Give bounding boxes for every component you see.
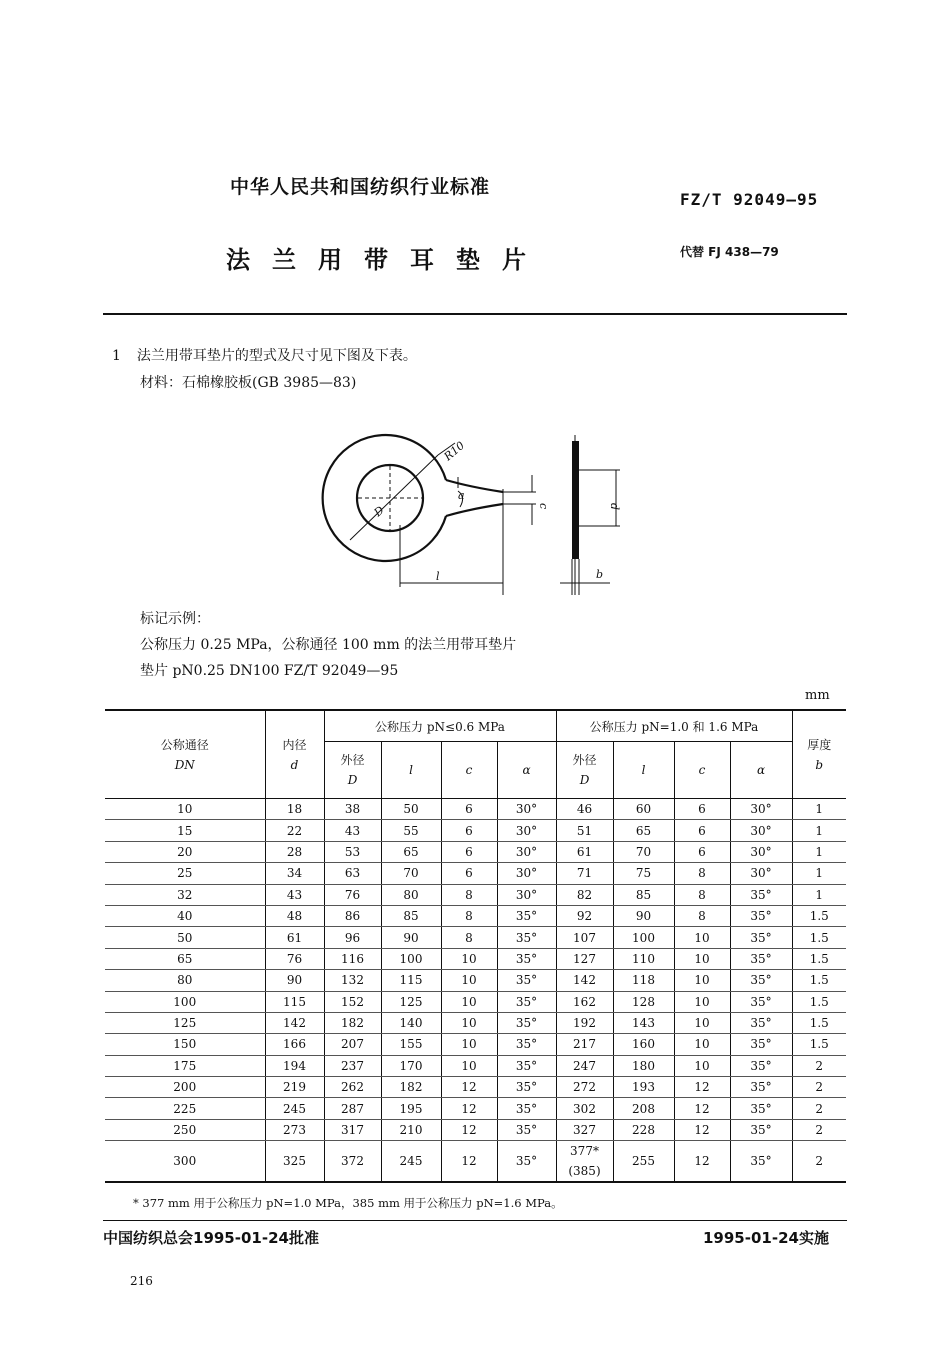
table-cell: 48: [265, 905, 324, 926]
header-c-symbol: c: [465, 763, 473, 777]
dimension-table: [105, 709, 846, 1183]
section-number: 1: [112, 348, 121, 364]
table-cell: 1: [792, 820, 846, 841]
table-row: [105, 1119, 846, 1140]
table-cell: 1.5: [792, 948, 846, 969]
table-cell: 61: [265, 927, 324, 948]
table-cell: 1: [792, 799, 846, 820]
table-cell: 300: [105, 1141, 265, 1183]
table-cell: 75: [613, 863, 674, 884]
table-cell: 65: [613, 820, 674, 841]
header-c-1: [441, 742, 497, 799]
table-cell: 208: [613, 1098, 674, 1119]
table-cell: 193: [613, 1077, 674, 1098]
table-cell: 35°: [730, 1077, 792, 1098]
table-cell: 10: [674, 1012, 730, 1033]
table-cell: 70: [613, 841, 674, 862]
table-cell: 51: [556, 820, 613, 841]
table-cell: 10: [674, 970, 730, 991]
implementation-line: 1995-01-24实施: [703, 1229, 829, 1247]
table-cell: 92: [556, 905, 613, 926]
marking-line-1: 公称压力 0.25 MPa，公称通径 100 mm 的法兰用带耳垫片: [140, 637, 517, 653]
header-dn-symbol: DN: [174, 757, 195, 772]
table-cell: 118: [613, 970, 674, 991]
header-l-symbol: l: [409, 763, 413, 777]
table-cell: 143: [613, 1012, 674, 1033]
page-number: 216: [130, 1274, 153, 1288]
table-cell: 194: [265, 1055, 324, 1076]
table-cell: 12: [674, 1077, 730, 1098]
table-cell: 20: [105, 841, 265, 862]
table-row: [105, 1098, 846, 1119]
table-cell: 55: [381, 820, 441, 841]
table-cell: 170: [381, 1055, 441, 1076]
table-cell: 2: [792, 1098, 846, 1119]
table-cell: 35°: [730, 905, 792, 926]
table-cell: 10: [441, 1034, 497, 1055]
label-c: c: [537, 503, 550, 510]
table-cell: 110: [613, 948, 674, 969]
table-cell: 65: [381, 841, 441, 862]
table-cell: 217: [556, 1034, 613, 1055]
table-cell: 35°: [497, 1055, 556, 1076]
table-cell: 237: [324, 1055, 381, 1076]
table-cell: 53: [324, 841, 381, 862]
header-outer-symbol: D: [579, 773, 590, 787]
table-cell: 12: [674, 1141, 730, 1183]
alternate-value: (385): [568, 1164, 601, 1179]
table-cell: 35°: [730, 1012, 792, 1033]
table-cell: 30°: [497, 841, 556, 862]
header-a-symbol: α: [522, 763, 531, 777]
header-group-low-pressure: 公称压力 pN≤0.6 MPa: [324, 710, 556, 742]
table-cell: 30°: [497, 799, 556, 820]
table-row: [105, 927, 846, 948]
header-l-1: [381, 742, 441, 799]
table-row: [105, 1012, 846, 1033]
table-cell: 30°: [497, 863, 556, 884]
table-cell: 35°: [730, 991, 792, 1012]
table-footnote: * 377 mm 用于公称压力 pN=1.0 MPa，385 mm 用于公称压力 pN=1.6 MPa。: [133, 1196, 563, 1210]
table-cell: 90: [381, 927, 441, 948]
table-cell: 35°: [497, 905, 556, 926]
header-thickness: [792, 710, 846, 799]
header-a-symbol: α: [756, 763, 766, 777]
table-cell: 61: [556, 841, 613, 862]
table-row: [105, 1055, 846, 1076]
table-cell: 1.5: [792, 1012, 846, 1033]
table-cell: 76: [265, 948, 324, 969]
table-cell: 2: [792, 1077, 846, 1098]
table-cell: 155: [381, 1034, 441, 1055]
table-cell: 12: [441, 1077, 497, 1098]
table-cell: 245: [265, 1098, 324, 1119]
table-cell: 2: [792, 1141, 846, 1183]
table-row: [105, 970, 846, 991]
table-cell: 225: [105, 1098, 265, 1119]
table-cell: 43: [265, 884, 324, 905]
table-cell: 30°: [497, 820, 556, 841]
header-dn-label: 公称通径: [160, 737, 209, 752]
table-cell: 8: [441, 884, 497, 905]
header-inner-d-label: 内径: [282, 737, 307, 752]
table-row: [105, 991, 846, 1012]
table-cell: 317: [324, 1119, 381, 1140]
table-cell: 65: [105, 948, 265, 969]
document-title: 法兰用带耳垫片: [226, 246, 548, 274]
replaces-note: 代替 FJ 438—79: [680, 245, 779, 259]
table-cell: 327: [556, 1119, 613, 1140]
table-cell: 90: [613, 905, 674, 926]
table-cell: 1.5: [792, 905, 846, 926]
table-cell: 8: [674, 863, 730, 884]
table-cell: 10: [441, 1055, 497, 1076]
table-cell: 15: [105, 820, 265, 841]
header-group-high-pressure: 公称压力 pN=1.0 和 1.6 MPa: [556, 710, 792, 742]
table-cell: 142: [265, 1012, 324, 1033]
section-text: 法兰用带耳垫片的型式及尺寸见下图及下表。: [136, 348, 417, 364]
table-cell: 2: [792, 1055, 846, 1076]
table-cell: 12: [674, 1119, 730, 1140]
table-cell: 262: [324, 1077, 381, 1098]
table-cell: 6: [441, 841, 497, 862]
table-cell: 128: [613, 991, 674, 1012]
footer-divider: [103, 1220, 847, 1221]
table-cell: 115: [381, 970, 441, 991]
header-outer-d-1: [324, 742, 381, 799]
table-cell: 35°: [497, 1098, 556, 1119]
header-inner-d-symbol: d: [290, 757, 299, 772]
table-cell: 6: [441, 799, 497, 820]
table-cell: 140: [381, 1012, 441, 1033]
table-cell: 372: [324, 1141, 381, 1183]
table-cell: 195: [381, 1098, 441, 1119]
table-cell: 1: [792, 863, 846, 884]
table-cell: 96: [324, 927, 381, 948]
table-row: [105, 884, 846, 905]
table-cell: 8: [441, 927, 497, 948]
table-cell: 22: [265, 820, 324, 841]
table-cell: 38: [324, 799, 381, 820]
table-cell: 63: [324, 863, 381, 884]
table-cell: 250: [105, 1119, 265, 1140]
gasket-drawing: [320, 425, 640, 600]
table-cell: 175: [105, 1055, 265, 1076]
table-cell: 10: [674, 991, 730, 1012]
header-dn: [105, 710, 265, 799]
table-cell: 35°: [497, 1141, 556, 1183]
table-cell: 160: [613, 1034, 674, 1055]
table-row: [105, 799, 846, 820]
table-row: [105, 841, 846, 862]
org-title: 中华人民共和国纺织行业标准: [230, 176, 491, 198]
table-cell: 10: [674, 927, 730, 948]
header-outer-label: 外径: [572, 753, 597, 767]
header-l-2: [613, 742, 674, 799]
table-cell: 107: [556, 927, 613, 948]
table-cell: 10: [441, 948, 497, 969]
table-cell: 35°: [497, 1077, 556, 1098]
table-cell: 10: [674, 1055, 730, 1076]
table-cell: 1.5: [792, 991, 846, 1012]
table-cell: 255: [613, 1141, 674, 1183]
table-cell: 30°: [730, 820, 792, 841]
table-cell: 40: [105, 905, 265, 926]
table-cell: 247: [556, 1055, 613, 1076]
table-cell: 6: [441, 820, 497, 841]
table-cell: 43: [324, 820, 381, 841]
header-thickness-label: 厚度: [807, 737, 832, 752]
table-cell: 192: [556, 1012, 613, 1033]
table-cell: 86: [324, 905, 381, 926]
table-cell: 35°: [497, 970, 556, 991]
table-cell: 60: [613, 799, 674, 820]
table-cell: 35°: [730, 1055, 792, 1076]
table-cell: 1: [792, 884, 846, 905]
table-cell: 90: [265, 970, 324, 991]
table-cell: 34: [265, 863, 324, 884]
table-cell: 28: [265, 841, 324, 862]
table-cell: 18: [265, 799, 324, 820]
header-a-2: [730, 742, 792, 799]
marking-line-2: 垫片 pN0.25 DN100 FZ/T 92049—95: [140, 663, 399, 679]
table-cell: 35°: [497, 1119, 556, 1140]
table-cell: 6: [674, 820, 730, 841]
label-b: b: [596, 568, 604, 581]
label-r10: R10: [441, 439, 467, 464]
section-1: [112, 345, 417, 365]
table-cell: 150: [105, 1034, 265, 1055]
table-cell: 32: [105, 884, 265, 905]
table-cell: 219: [265, 1077, 324, 1098]
table-cell: 80: [381, 884, 441, 905]
table-cell: 10: [441, 991, 497, 1012]
table-cell: 12: [441, 1119, 497, 1140]
table-cell: 35°: [730, 1141, 792, 1183]
material-line: 材料：石棉橡胶板(GB 3985—83): [140, 375, 357, 391]
table-cell: 35°: [497, 948, 556, 969]
table-row: [105, 905, 846, 926]
table-cell: 25: [105, 863, 265, 884]
footnoted-value: 377*: [570, 1144, 599, 1159]
table-cell: 8: [674, 884, 730, 905]
approval-line: 中国纺织总会1995-01-24批准: [103, 1229, 319, 1247]
table-cell: 1.5: [792, 927, 846, 948]
table-cell: 287: [324, 1098, 381, 1119]
table-cell: 35°: [730, 1034, 792, 1055]
table-cell: 10: [441, 1012, 497, 1033]
label-outer-d: D: [371, 503, 387, 520]
table-cell: 2: [792, 1119, 846, 1140]
table-cell: 1.5: [792, 1034, 846, 1055]
table-cell: 46: [556, 799, 613, 820]
table-cell: 35°: [730, 927, 792, 948]
header-l-symbol: l: [641, 763, 646, 777]
table-cell: 180: [613, 1055, 674, 1076]
table-cell: 142: [556, 970, 613, 991]
table-cell: 8: [674, 905, 730, 926]
table-cell: 207: [324, 1034, 381, 1055]
table-cell: 35°: [730, 970, 792, 991]
table-cell: 245: [381, 1141, 441, 1183]
table-cell: 85: [613, 884, 674, 905]
table-cell: 116: [324, 948, 381, 969]
table-cell: 1: [792, 841, 846, 862]
table-cell: 80: [105, 970, 265, 991]
header-c-symbol: c: [698, 763, 706, 777]
header-outer-label: 外径: [340, 753, 365, 767]
header-thickness-symbol: b: [815, 757, 824, 772]
table-cell: [556, 1141, 613, 1183]
table-cell: 272: [556, 1077, 613, 1098]
table-cell: 10: [441, 970, 497, 991]
table-row: [105, 1141, 846, 1183]
label-angle: a: [458, 489, 465, 502]
marking-heading: 标记示例：: [140, 611, 210, 627]
unit-label: mm: [805, 688, 830, 703]
table-cell: 115: [265, 991, 324, 1012]
table-row: [105, 863, 846, 884]
table-cell: 182: [381, 1077, 441, 1098]
table-cell: 6: [441, 863, 497, 884]
header-outer-symbol: D: [347, 773, 358, 787]
table-body: [105, 799, 846, 1183]
header-a-1: [497, 742, 556, 799]
table-row: [105, 948, 846, 969]
table-cell: 12: [441, 1098, 497, 1119]
table-cell: 12: [674, 1098, 730, 1119]
label-inner-d: d: [608, 503, 621, 511]
header-inner-d: [265, 710, 324, 799]
table-cell: 200: [105, 1077, 265, 1098]
table-cell: 125: [381, 991, 441, 1012]
header-c-2: [674, 742, 730, 799]
table-cell: 35°: [497, 991, 556, 1012]
header-outer-d-2: [556, 742, 613, 799]
table-cell: 273: [265, 1119, 324, 1140]
table-cell: 35°: [497, 927, 556, 948]
table-cell: 30°: [730, 799, 792, 820]
table-cell: 10: [674, 1034, 730, 1055]
table-cell: 35°: [497, 1012, 556, 1033]
table-cell: 210: [381, 1119, 441, 1140]
table-cell: 6: [674, 799, 730, 820]
table-cell: 50: [105, 927, 265, 948]
table-cell: 152: [324, 991, 381, 1012]
table-cell: 302: [556, 1098, 613, 1119]
table-cell: 35°: [730, 948, 792, 969]
table-cell: 127: [556, 948, 613, 969]
table-cell: 325: [265, 1141, 324, 1183]
table-cell: 100: [381, 948, 441, 969]
table-cell: 166: [265, 1034, 324, 1055]
table-cell: 71: [556, 863, 613, 884]
table-cell: 10: [105, 799, 265, 820]
table-cell: 228: [613, 1119, 674, 1140]
table-cell: 35°: [497, 1034, 556, 1055]
table-cell: 125: [105, 1012, 265, 1033]
table-cell: 35°: [730, 1098, 792, 1119]
table-cell: 6: [674, 841, 730, 862]
table-cell: 76: [324, 884, 381, 905]
table-cell: 10: [674, 948, 730, 969]
table-cell: 100: [105, 991, 265, 1012]
label-l: l: [436, 570, 440, 583]
table-cell: 85: [381, 905, 441, 926]
table-cell: 50: [381, 799, 441, 820]
table-cell: 35°: [730, 884, 792, 905]
table-cell: 35°: [730, 1119, 792, 1140]
table-cell: 30°: [497, 884, 556, 905]
table-cell: 132: [324, 970, 381, 991]
table-cell: 8: [441, 905, 497, 926]
table-cell: 30°: [730, 841, 792, 862]
table-cell: 30°: [730, 863, 792, 884]
standard-code: FZ/T 92049—95: [680, 190, 819, 209]
table-cell: 162: [556, 991, 613, 1012]
table-cell: 12: [441, 1141, 497, 1183]
table-row: [105, 820, 846, 841]
table-cell: 100: [613, 927, 674, 948]
table-cell: 182: [324, 1012, 381, 1033]
header-divider: [103, 313, 847, 315]
table-cell: 82: [556, 884, 613, 905]
table-row: [105, 1034, 846, 1055]
table-cell: 70: [381, 863, 441, 884]
table-row: [105, 1077, 846, 1098]
table-cell: 1.5: [792, 970, 846, 991]
